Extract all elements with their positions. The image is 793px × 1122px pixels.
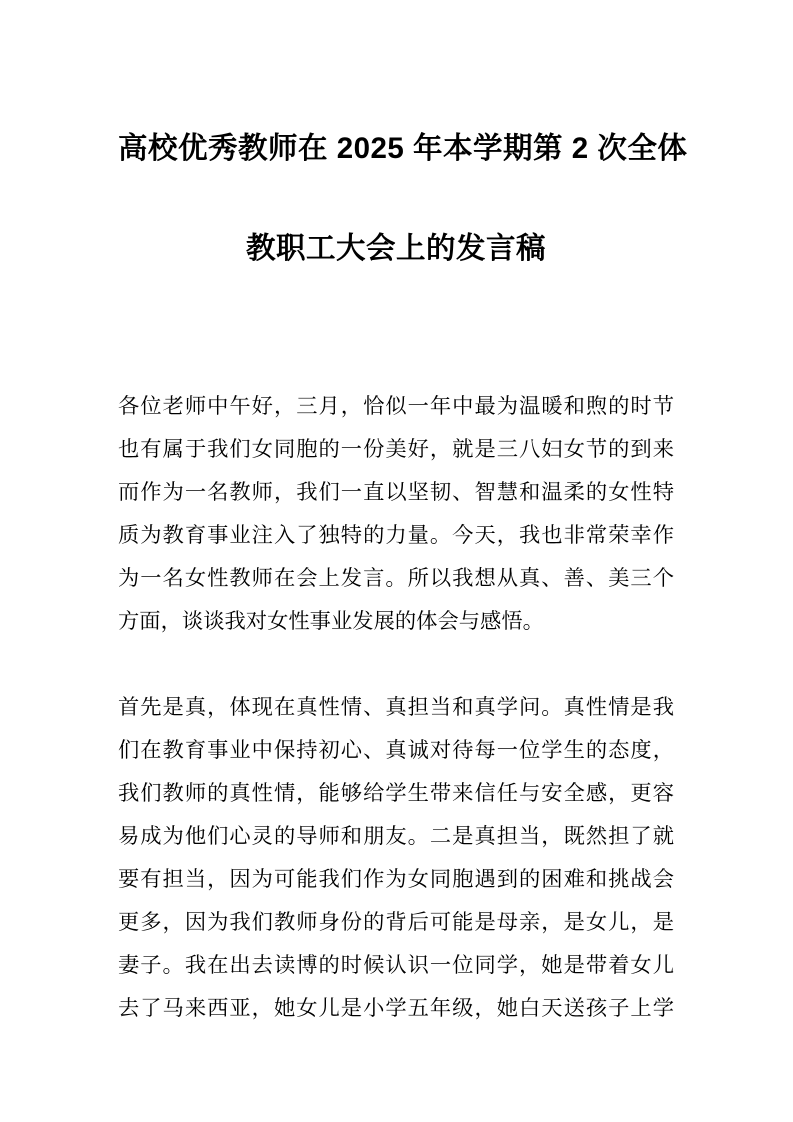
text-line: 去了马来西亚，她女儿是小学五年级，她白天送孩子上学 xyxy=(118,996,674,1020)
paragraph-opening xyxy=(118,385,674,643)
text-line: 们在教育事业中保持初心、真诚对待每一位学生的态度， xyxy=(118,738,674,762)
document-title-line-1: 高校优秀教师在 2025 年本学期第 2 次全体 xyxy=(118,132,688,165)
document-title xyxy=(118,99,688,299)
text-line: 更多，因为我们教师身份的背后可能是母亲，是女儿，是 xyxy=(118,910,674,934)
text-line: 我们教师的真性情，能够给学生带来信任与安全感，更容 xyxy=(118,781,674,805)
text-line: 为一名女性教师在会上发言。所以我想从真、善、美三个 xyxy=(118,566,674,590)
text-line: 方面，谈谈我对女性事业发展的体会与感悟。 xyxy=(118,609,544,633)
text-line: 易成为他们心灵的导师和朋友。二是真担当，既然担了就 xyxy=(118,824,674,848)
text-line: 要有担当，因为可能我们作为女同胞遇到的困难和挑战会 xyxy=(118,867,674,891)
text-line: 首先是真，体现在真性情、真担当和真学问。真性情是我 xyxy=(118,695,674,719)
text-line: 妻子。我在出去读博的时候认识一位同学，她是带着女儿 xyxy=(118,953,674,977)
document-title-line-2: 教职工大会上的发言稿 xyxy=(245,232,546,265)
paragraph-section-truth xyxy=(118,686,674,1030)
text-line: 各位老师中午好，三月，恰似一年中最为温暖和煦的时节 xyxy=(118,394,674,418)
text-line: 而作为一名教师，我们一直以坚韧、智慧和温柔的女性特 xyxy=(118,480,674,504)
text-line: 也有属于我们女同胞的一份美好，就是三八妇女节的到来 xyxy=(118,437,674,461)
text-line: 质为教育事业注入了独特的力量。今天，我也非常荣幸作 xyxy=(118,523,674,547)
